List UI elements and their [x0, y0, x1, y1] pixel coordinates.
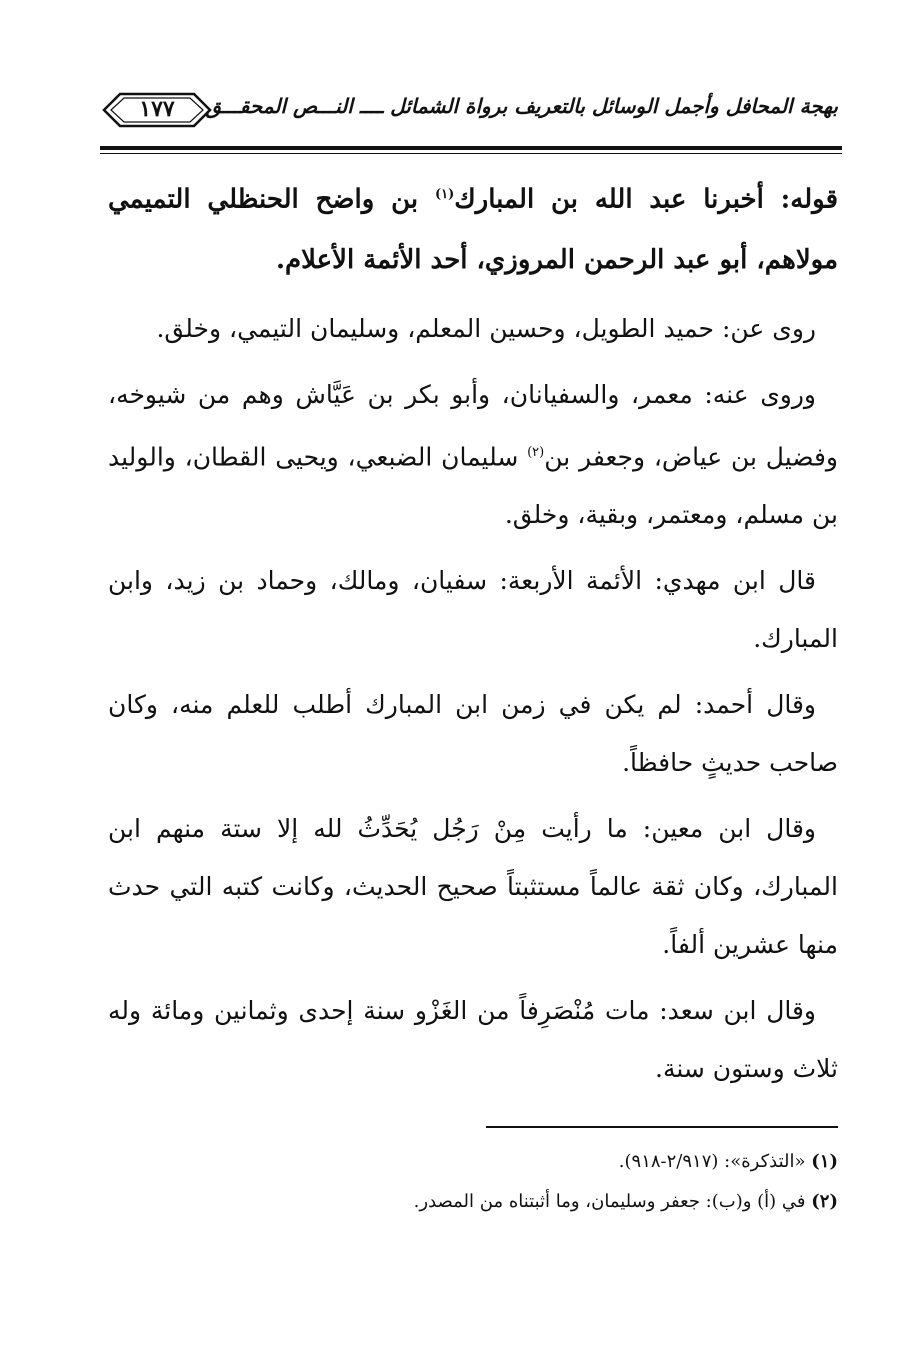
- paragraph-ahmad: وقال أحمد: لم يكن في زمن ابن المبارك أطلب للعلم منه، وكان صاحب حديثٍ حافظاً.: [108, 689, 838, 777]
- footnote-1: [108, 1142, 838, 1182]
- page-number: ١٧٧: [139, 96, 175, 122]
- footnote-2: [108, 1182, 838, 1222]
- lead-text-start: قوله: أخبرنا عبد الله بن المبارك: [454, 184, 838, 215]
- paragraph-students: [108, 366, 838, 544]
- footnote-text: في (أ) و(ب): جعفر وسليمان، وما أثبتناه من المصدر.: [413, 1191, 806, 1212]
- students-text-end: سليمان الضبعي، ويحيى القطان، والوليد بن مسلم، ومعتمر، وبقية، وخلق.: [108, 441, 838, 529]
- paragraph-teachers: روى عن: حميد الطويل، وحسين المعلم، وسليمان التيمي، وخلق.: [156, 313, 816, 343]
- page-number-badge: [102, 90, 212, 130]
- header-rule-thin: [100, 153, 842, 154]
- main-text: [108, 165, 838, 1106]
- footnote-number: (٢): [811, 1191, 838, 1212]
- lead-paragraph: [108, 165, 838, 290]
- running-title: بهجة المحافل وأجمل الوسائل بالتعريف برواة الشمائل ــــ النـــص المحقـــق: [205, 94, 838, 118]
- footnotes: [108, 1142, 838, 1222]
- page-header: [100, 88, 842, 138]
- paragraph-ibn-main: وقال ابن معين: ما رأيت مِنْ رَجُل يُحَدِّثُ لله إلا ستة منهم ابن المبارك، وكان ثقة عالماً مستثبتاً صحيح الحديث، وكانت كتبه التي حدث منها عشرين ألفاً.: [108, 813, 838, 959]
- lead-text-end: بن واضح الحنظلي التميمي مولاهم، أبو عبد الرحمن المروزي، أحد الأئمة الأعلام.: [108, 184, 838, 275]
- paragraph-ibn-mahdi: قال ابن مهدي: الأئمة الأربعة: سفيان، ومالك، وحماد بن زيد، وابن المبارك.: [108, 565, 838, 653]
- students-text-start: وروى عنه: معمر، والسفيانان، وأبو بكر بن عَيَّاش وهم من شيوخه، وفضيل بن عياض، وجعفر بن: [108, 379, 838, 471]
- footnote-text: «التذكرة»: (٢/٩١٧-٩١٨).: [618, 1151, 806, 1172]
- footnote-ref-2[interactable]: (٢): [527, 444, 545, 460]
- footnote-separator: [486, 1126, 838, 1128]
- paragraph-ibn-saad: وقال ابن سعد: مات مُنْصَرِفاً من الغَزْو سنة إحدى وثمانين ومائة وله ثلاث وستون سنة.: [108, 995, 838, 1083]
- header-rule-thick: [100, 146, 842, 150]
- footnote-ref-1[interactable]: (١): [434, 187, 455, 202]
- footnote-number: (١): [811, 1151, 838, 1172]
